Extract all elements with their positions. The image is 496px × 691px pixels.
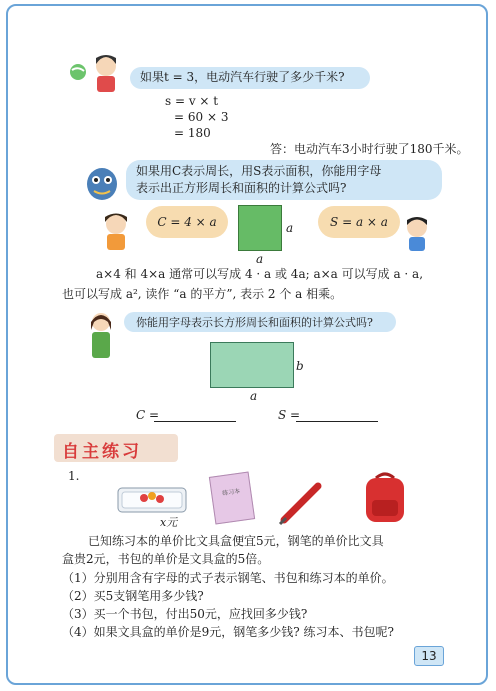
rect-bottom-label: a [250, 389, 258, 403]
exercise-item-4: （4）如果文具盒的单价是9元，钢笔多少钱? 练习本、书包呢? [62, 625, 394, 639]
square-bottom-label: a [256, 252, 264, 266]
girl-character-icon [98, 210, 134, 252]
page-number: 13 [414, 646, 444, 666]
paragraph-line-2: 也可以写成 a², 读作 “a 的平方”, 表示 2 个 a 相乘。 [62, 287, 343, 301]
rectangle-figure [210, 342, 294, 388]
pen-icon [276, 478, 326, 528]
answer-text: 答：电动汽车3小时行驶了180千米。 [270, 142, 469, 156]
square-figure [238, 205, 282, 251]
formula-bubble-right [318, 206, 400, 238]
notebook-icon [209, 471, 255, 524]
square-side-label: a [286, 221, 294, 235]
calc-line-1: s = v × t [165, 94, 219, 108]
exercise-item-3: （3）买一个书包，付出50元，应找回多少钱? [62, 607, 308, 621]
schoolbag-icon [362, 470, 408, 524]
robot-character-icon [84, 164, 120, 204]
exercise-intro-2: 盒贵2元，书包的单价是文具盒的5倍。 [62, 552, 270, 566]
perimeter-blank-line [154, 421, 236, 422]
question-text-3: 你能用字母表示长方形周长和面积的计算公式吗? [136, 316, 373, 329]
paragraph-line-1: a×4 和 4×a 通常可以写成 4 · a 或 4a; a×a 可以写成 a · a, [96, 267, 424, 281]
area-blank-line [296, 421, 378, 422]
calc-line-3: = 180 [174, 126, 211, 140]
section-heading [54, 434, 178, 462]
pencil-box-price: x元 [160, 516, 178, 529]
question-bubble-2 [126, 160, 442, 200]
question-text-2a: 如果用C表示周长，用S表示面积，你能用字母 [136, 164, 382, 178]
area-formula: S = a × a [330, 215, 388, 229]
perimeter-blank-label: C = [136, 408, 160, 422]
section-title: 自主练习 [62, 442, 142, 462]
notebook-label: 练习本 [221, 487, 241, 498]
formula-bubble-left [146, 206, 228, 238]
question-bubble-1 [130, 67, 370, 89]
perimeter-formula: C = 4 × a [157, 215, 217, 229]
area-blank-label: S = [278, 408, 301, 422]
question-text-2b: 表示出正方形周长和面积的计算公式吗? [136, 181, 347, 195]
exercise-item-1: （1）分别用含有字母的式子表示钢笔、书包和练习本的单价。 [62, 571, 394, 585]
rect-side-label: b [296, 359, 304, 373]
exercise-item-2: （2）买5支钢笔用多少钱? [62, 589, 204, 603]
question-bubble-3 [124, 312, 396, 332]
question-text-1: 如果t = 3，电动汽车行驶了多少千米? [140, 70, 345, 84]
exercise-intro-1: 已知练习本的单价比文具盒便宜5元，钢笔的单价比文具 [88, 534, 384, 548]
calc-line-2: = 60 × 3 [174, 110, 229, 124]
exercise-number: 1. [68, 469, 80, 483]
boy-character-icon [402, 214, 432, 252]
girl-character-icon [88, 52, 124, 94]
pencil-box-icon [116, 482, 188, 516]
teacher-character-icon [84, 310, 118, 360]
globe-icon [68, 62, 88, 82]
